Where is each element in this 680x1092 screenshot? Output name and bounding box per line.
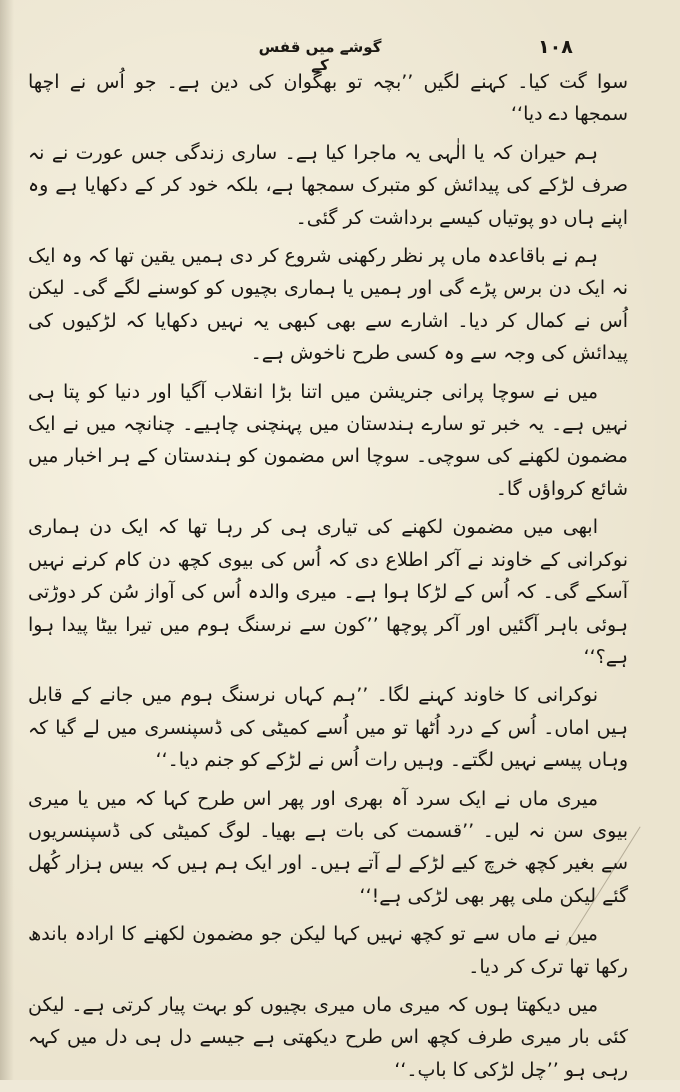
paragraph: میں نے ماں سے تو کچھ نہیں کہا لیکن جو مضمون لکھنے کا ارادہ باندھ رکھا تھا ترک کر دیا۔ (28, 923, 628, 978)
paragraph: ہم حیران کہ یا الٰہی یہ ماجرا کیا ہے۔ ساری زندگی جس عورت نے نہ صرف لڑکے کی پیدائش کو متبرک سمجھا ہے، بلکہ خود کر کے دکھایا ہے وہ اپنے ہاں دو پوتیاں کیسے برداشت کر گئی۔ (28, 141, 628, 229)
paragraph: میں دیکھتا ہوں کہ میری ماں میری بچیوں کو بہت پیار کرتی ہے۔ لیکن کئی بار میری طرف کچھ اس طرح دیکھتی ہے جیسے دل ہی دل میں کہہ رہی ہو ’’چل لڑکی کا باپ۔‘‘ (28, 993, 628, 1081)
running-title: گوشے میں قفس کے (258, 38, 382, 74)
spine-shadow (0, 0, 14, 1080)
paragraph: میری ماں نے ایک سرد آہ بھری اور پھر اس طرح کہا کہ میں یا میری بیوی سن نہ لیں۔ ’’قسمت کی بات ہے بھیا۔ لوگ کمیٹی کی ڈسپنسریوں سے بغیر کچھ خرچ کیے لڑکے لے آتے ہیں۔ اور ایک ہم ہیں کہ بیس ہزار کُھل گئے لیکن ملی پھر بھی لڑکی ہے!‘‘ (28, 787, 628, 907)
paragraph: سوا گت کیا۔ کہنے لگیں ’’بچہ تو بھگوان کی دین ہے۔ جو اُس نے اچھا سمجھا دے دیا‘‘ (28, 71, 628, 126)
paragraph: نوکرانی کا خاوند کہنے لگا۔ ’’ہم کہاں نرسنگ ہوم میں جانے کے قابل ہیں اماں۔ اُس کے درد اُٹھا تو میں اُسے کمیٹی کی ڈسپنسری میں لے گیا کہ وہاں پیسے نہیں لگتے۔ وہیں رات اُس نے لڑکے کو جنم دیا۔‘‘ (28, 684, 628, 772)
paragraph: ہم نے باقاعدہ ماں پر نظر رکھنی شروع کر دی ہمیں یقین تھا کہ وہ ایک نہ ایک دن برس پڑے گی اور ہمیں یا ہماری بچیوں کو کوسنے لگے گی۔ لیکن اُس نے کمال کر دیا۔ اشارے سے بھی کبھی یہ نہیں دکھایا کہ لڑکیوں کی پیدائش کی وجہ سے وہ کسی طرح ناخوش ہے۔ (28, 245, 628, 365)
paragraph: ابھی میں مضمون لکھنے کی تیاری ہی کر رہا تھا کہ ایک دن ہماری نوکرانی کے خاوند نے آکر اطلاع دی کہ اُس کی بیوی کچھ دن کام کرنے نہیں آسکے گی۔ کہ اُس کے لڑکا ہوا ہے۔ میری والدہ اُس کی آواز سُن کر دوڑتی ہوئی باہر آگئیں اور آکر پوچھا ’’کون سے نرسنگ ہوم میں تیرا بیٹا پیدا ہوا ہے؟‘‘ (28, 516, 628, 668)
page-number: ۱۰۸ (538, 36, 573, 58)
page-header (0, 36, 680, 74)
body-text (28, 66, 628, 1092)
paragraph: میں نے سوچا پرانی جنریشن میں اتنا بڑا انقلاب آگیا اور دنیا کو پتا ہی نہیں ہے۔ یہ خبر تو سارے ہندستان میں پہنچنی چاہیے۔ چنانچہ میں نے ایک مضمون لکھنے کی سوچی۔ سوچا اس مضمون کو ہندستان کے ہر اخبار میں شائع کرواؤں گا۔ (28, 380, 628, 500)
